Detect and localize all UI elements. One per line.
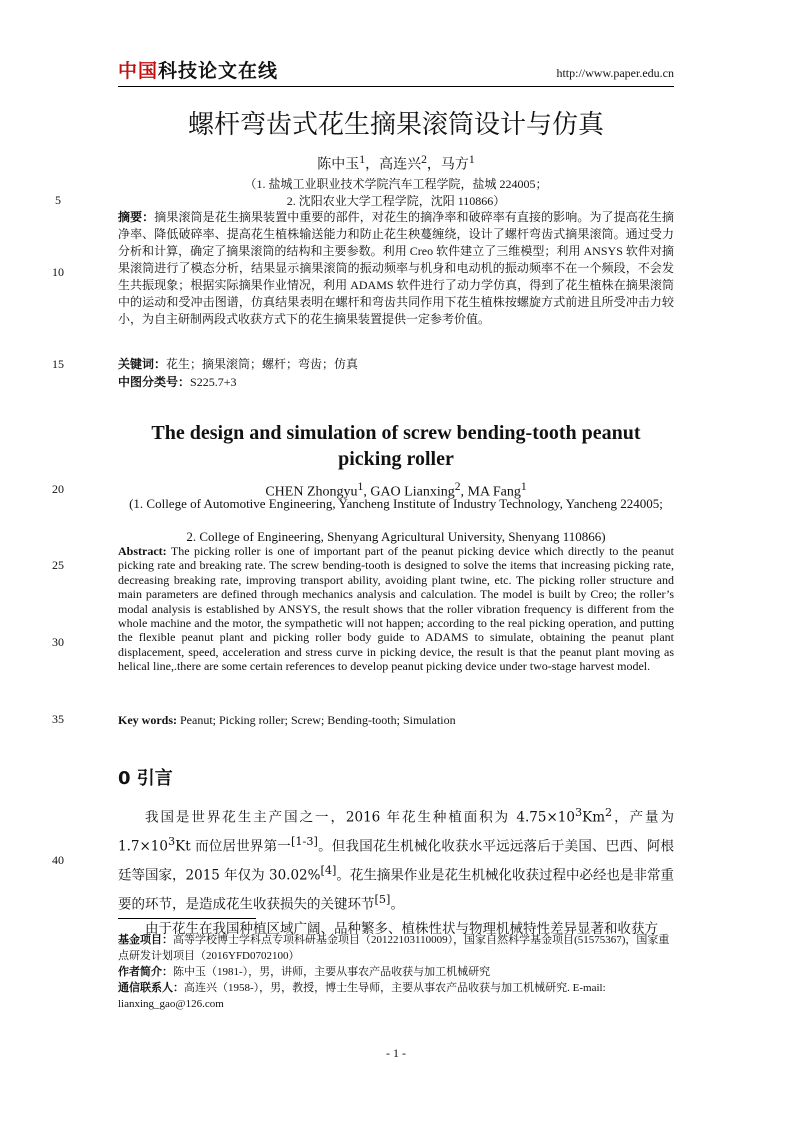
line-number: 40: [52, 853, 64, 867]
logo-red-text: 中国: [118, 60, 159, 82]
keywords-cn-text: 花生；摘果滚筒；螺杆；弯齿；仿真: [166, 357, 359, 371]
intro-paragraph-2: 由于花生在我国种植区域广阔、品种繁多、植株性状与物理机械特性差异显著和收获方: [145, 921, 658, 937]
abstract-cn: [118, 209, 674, 328]
affiliation-cn-2: 2. 沈阳农业大学工程学院，沈阳 110866）: [286, 194, 506, 208]
citation: [1-3]: [291, 835, 318, 848]
header-rule: [118, 86, 674, 87]
paper-title-en: The design and simulation of screw bending-tooth peanut picking roller: [151, 422, 641, 470]
page-number: - 1 -: [386, 1046, 406, 1060]
footnote-contact: 通信联系人：高连兴（1958-），男，教授，博士生导师，主要从事农产品收获与加工机械研究. E-mail: lianxing_gao@126.com: [118, 981, 606, 1010]
keywords-en-text: Peanut; Picking roller; Screw; Bending-tooth; Simulation: [180, 713, 456, 727]
keywords-cn-label: 关键词：: [118, 357, 167, 371]
abstract-cn-label: 摘要：: [118, 210, 155, 224]
affiliation-cn-1: （1. 盐城工业职业技术学院汽车工程学院，盐城 224005；: [244, 177, 548, 191]
affiliation-en-2: 2. College of Engineering, Shenyang Agricultural University, Shenyang 110866): [186, 529, 606, 544]
footnote-rule: [118, 918, 256, 919]
paper-title-cn: 螺杆弯齿式花生摘果滚筒设计与仿真: [187, 110, 604, 140]
abstract-en: [118, 544, 674, 674]
abstract-en-label: Abstract:: [118, 544, 167, 558]
keywords-en-label: Key words:: [118, 713, 177, 727]
line-number: 30: [52, 635, 64, 649]
authors-cn: 陈中玉$^1$，高连兴$^2$，马方$^1$: [317, 153, 475, 173]
line-number: 5: [55, 193, 61, 207]
clc-cn: [118, 374, 674, 391]
affiliation-en-1: (1. College of Automotive Engineering, Yancheng Institute of Industry Technology, Yancheng 224005;: [129, 496, 663, 511]
clc-code: S225.7+3: [190, 375, 237, 389]
site-logo: [118, 60, 278, 82]
citation: [5]: [374, 893, 391, 906]
footnote-author: 作者简介：陈中玉（1981-），男，讲师，主要从事农产品收获与加工机械研究: [118, 965, 491, 978]
citation: [4]: [320, 864, 337, 877]
keywords-en: [118, 712, 456, 728]
footnotes: [118, 932, 674, 1012]
line-number: 35: [52, 712, 64, 726]
clc-label: 中图分类号：: [118, 375, 191, 389]
line-number: 15: [52, 357, 64, 371]
footnote-funding: 基金项目：高等学校博士学科点专项科研基金项目（20122103110009），国家自然科学基金项目(51575367)，国家重点研发计划项目（2016YFD0702100）: [118, 933, 670, 962]
line-number: 10: [52, 265, 64, 279]
line-number: 20: [52, 482, 64, 496]
header-url[interactable]: http://www.paper.edu.cn: [556, 66, 674, 80]
intro-paragraph-1: 我国是世界花生主产国之一，2016 年花生种植面积为 $4.75\times 10^3Km^2$，产量为 $1.7\times 10^3Kt$ 而位居世界第一[1-3]。但我国花生机械化收获水平远远落后于美国、巴西、阿根廷等国家，2015 年仅为 30.02%[4]。花生摘果作业是花生机械化收获过程中必经也是非常重要的环节，是造成花生收获损失的关键环节[5]。: [118, 806, 675, 913]
authors-en: CHEN Zhongyu$^1$, GAO Lianxing$^2$, MA Fang$^1$: [265, 480, 527, 500]
intro-body: [118, 801, 674, 942]
abstract-cn-text: 摘果滚筒是花生摘果装置中重要的部件，对花生的摘净率和破碎率有直接的影响。为了提高花生摘净率、降低破碎率、提高花生植株输送能力和防止花生秧蔓缠绕，设计了螺杆弯齿式摘果滚筒。通过受力分析和计算，确定了摘果滚筒的结构和主要参数。利用 Creo 软件建立了三维模型；利用 ANSYS 软件对摘果滚筒进行了模态分析，结果显示摘果滚筒的振动频率与机身和电动机的振动频率不在一个频段，不会发生共振现象；根据实际摘果作业情况，利用 ADAMS 软件进行了动力学仿真，得到了花生植株在摘果滚筒中的运动和受冲击图谱，仿真结果表明在螺杆和弯齿共同作用下花生植株按螺旋方式前进且所受冲击力较小，为自主研制两段式收获方式下的花生摘果装置提供一定参考价值。: [118, 210, 674, 326]
section-heading-intro: 0 引言: [118, 768, 173, 789]
logo-black-text: 科技论文在线: [158, 60, 279, 82]
abstract-en-text: The picking roller is one of important part of the peanut picking device which directly to the peanut picking rate and breaking rate. The screw bending-tooth is designed to solve the items that increasing picking rate, decreasing breaking rate, improving transport ability, avoiding plant twine, etc. The picking roller structure and main parameters are defined through mechanics analysis and calculation. The model is built by Creo; the roller’s modal analysis is established by ANSYS, the result shows that the roller vibration frequency is different from the whole machine and the motor, the sympathetic will not happen; according to the real picking operation, and putting the flexible peanut plant and picking roller body guide to ADAMS to simulate, obtaining the peanut plant displacement, speed, acceleration and stress curve in picking device, the result is that the peanut plant moving as helical line,.there are some certain references to develop peanut picking device under two-stage harvest model.: [118, 544, 674, 674]
line-number: 25: [52, 558, 64, 572]
keywords-cn: [118, 356, 674, 373]
